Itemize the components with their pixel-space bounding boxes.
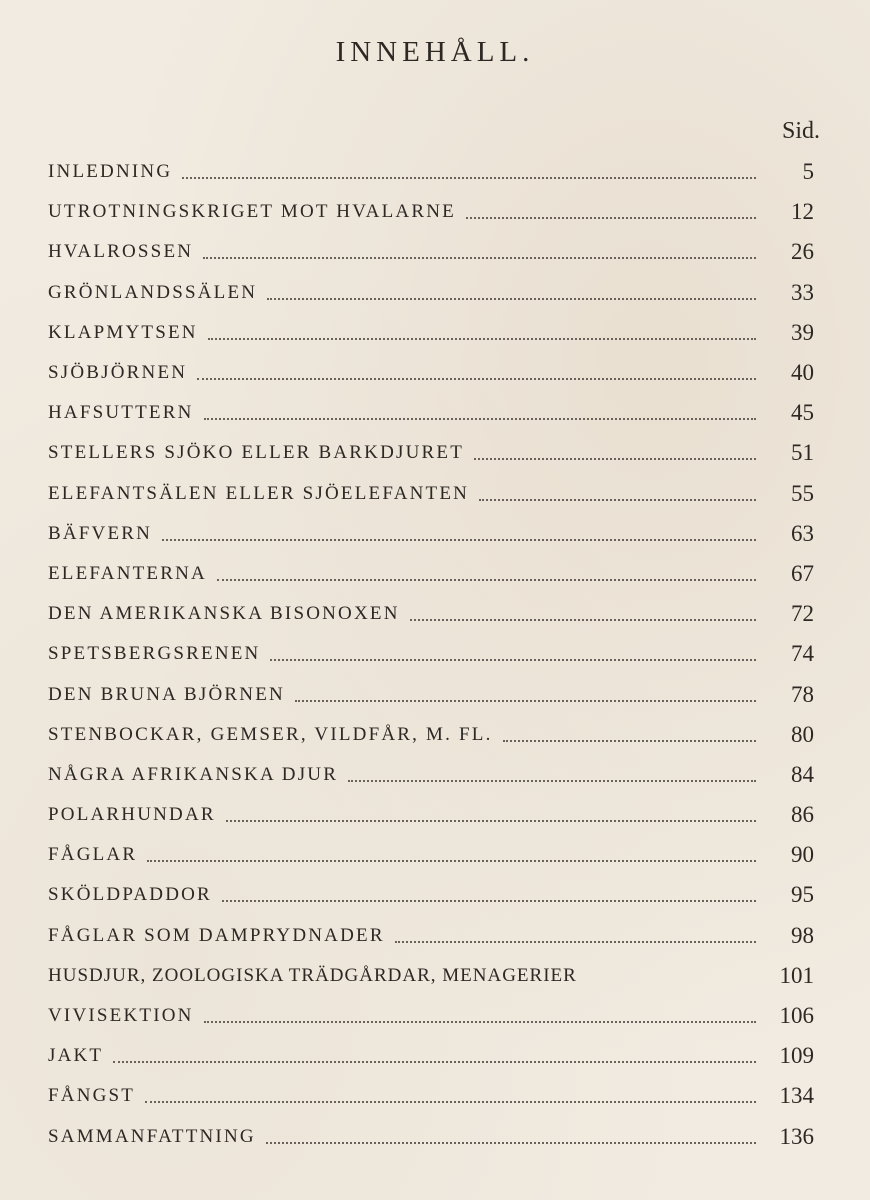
- toc-entry-title: SAMMANFATTNING: [48, 1125, 256, 1147]
- toc-entry: [48, 755, 814, 795]
- toc-entry: [48, 152, 814, 192]
- toc-entry-title: HVALROSSEN: [48, 241, 194, 263]
- toc-entry-title: ELEFANTERNA: [48, 562, 207, 584]
- toc-entry: [48, 232, 814, 272]
- toc-entry-page: 136: [779, 1123, 814, 1149]
- toc-entry: [48, 1036, 814, 1076]
- toc-entry-page: 84: [791, 761, 814, 787]
- toc-entry: [48, 956, 814, 996]
- toc-entry-page: 106: [779, 1003, 814, 1029]
- toc-entry-page: 33: [791, 279, 814, 305]
- toc-entry-title: HAFSUTTERN: [48, 402, 194, 424]
- dot-leader: [204, 418, 756, 420]
- toc-entry: [48, 1076, 814, 1116]
- dot-leader: [295, 700, 756, 702]
- toc-entry: [48, 634, 814, 674]
- dot-leader: [395, 941, 756, 943]
- dot-leader: [466, 217, 756, 219]
- dot-leader: [266, 1142, 756, 1144]
- toc-entry-page: 63: [791, 520, 814, 546]
- dot-leader: [147, 860, 756, 862]
- dot-leader: [348, 780, 756, 782]
- toc-entry-title: INLEDNING: [48, 161, 173, 183]
- toc-entry-title: SJÖBJÖRNEN: [48, 362, 188, 384]
- toc-entry-page: 45: [791, 400, 814, 426]
- toc-entry-page: 95: [791, 882, 814, 908]
- toc-entry-page: 98: [791, 922, 814, 948]
- toc-entry-title: VIVISEKTION: [48, 1005, 194, 1027]
- toc-entry-page: 90: [791, 842, 814, 868]
- dot-leader: [410, 619, 756, 621]
- toc-entry: [48, 1117, 814, 1157]
- toc-entry-title: GRÖNLANDSSÄLEN: [48, 281, 258, 303]
- page-column-label: Sid.: [781, 118, 820, 144]
- toc-entry-title: NÅGRA AFRIKANSKA DJUR: [48, 763, 339, 785]
- toc-entry-title: FÅNGST: [48, 1085, 136, 1107]
- toc-entry-title: DEN AMERIKANSKA BISONOXEN: [48, 603, 400, 625]
- toc-entry-page: 72: [791, 601, 814, 627]
- dot-leader: [203, 257, 756, 259]
- dot-leader: [479, 499, 756, 501]
- toc-entry-page: 26: [791, 239, 814, 265]
- toc-entry-page: 74: [791, 641, 814, 667]
- table-of-contents: [48, 152, 814, 1157]
- dot-leader: [226, 820, 756, 822]
- toc-entry-page: 12: [791, 199, 814, 225]
- toc-entry-page: 55: [791, 480, 814, 506]
- dot-leader: [270, 659, 756, 661]
- toc-entry-page: 40: [791, 360, 814, 386]
- dot-leader: [204, 1021, 756, 1023]
- toc-entry-title: HUSDJUR, ZOOLOGISKA TRÄDGÅRDAR, MENAGERIER: [48, 964, 577, 986]
- toc-entry: [48, 313, 814, 353]
- toc-entry-title: FÅGLAR: [48, 844, 138, 866]
- toc-entry-page: 5: [802, 159, 814, 185]
- toc-entry: [48, 433, 814, 473]
- toc-entry-title: POLARHUNDAR: [48, 804, 216, 826]
- toc-entry: [48, 273, 814, 313]
- dot-leader: [113, 1061, 756, 1063]
- toc-entry-title: DEN BRUNA BJÖRNEN: [48, 683, 285, 705]
- toc-entry-page: 67: [791, 560, 814, 586]
- toc-entry-title: FÅGLAR SOM DAMPRYDNADER: [48, 924, 385, 946]
- toc-entry: [48, 353, 814, 393]
- page-title: INNEHÅLL.: [335, 36, 535, 68]
- toc-entry-title: STENBOCKAR, GEMSER, VILDFÅR, M. FL.: [48, 723, 493, 745]
- dot-leader: [267, 298, 756, 300]
- dot-leader: [162, 539, 756, 541]
- toc-entry-page: 134: [779, 1083, 814, 1109]
- toc-entry-page: 39: [791, 319, 814, 345]
- dot-leader: [222, 900, 756, 902]
- toc-entry: [48, 996, 814, 1036]
- dot-leader: [145, 1101, 756, 1103]
- toc-entry-title: ELEFANTSÄLEN ELLER SJÖELEFANTEN: [48, 482, 470, 504]
- toc-entry-title: BÄFVERN: [48, 522, 153, 544]
- toc-entry-title: STELLERS SJÖKO ELLER BARKDJURET: [48, 442, 465, 464]
- dot-leader: [208, 338, 756, 340]
- dot-leader: [197, 378, 756, 380]
- toc-entry-page: 80: [791, 721, 814, 747]
- toc-entry: [48, 674, 814, 714]
- toc-entry: [48, 192, 814, 232]
- toc-entry-page: 109: [779, 1043, 814, 1069]
- toc-entry-title: UTROTNINGSKRIGET MOT HVALARNE: [48, 201, 456, 223]
- dot-leader: [474, 458, 756, 460]
- toc-entry-title: JAKT: [48, 1045, 104, 1067]
- toc-entry-title: KLAPMYTSEN: [48, 321, 198, 343]
- toc-entry: [48, 916, 814, 956]
- toc-entry: [48, 514, 814, 554]
- toc-entry: [48, 715, 814, 755]
- toc-entry-page: 51: [791, 440, 814, 466]
- toc-entry: [48, 795, 814, 835]
- toc-entry: [48, 875, 814, 915]
- toc-entry-page: 78: [791, 681, 814, 707]
- toc-entry: [48, 474, 814, 514]
- toc-entry: [48, 594, 814, 634]
- toc-entry-page: 101: [779, 962, 814, 988]
- dot-leader: [503, 740, 756, 742]
- toc-entry-page: 86: [791, 802, 814, 828]
- toc-entry: [48, 835, 814, 875]
- dot-leader: [182, 177, 756, 179]
- toc-entry: [48, 554, 814, 594]
- toc-entry: [48, 393, 814, 433]
- dot-leader: [217, 579, 756, 581]
- toc-entry-title: SKÖLDPADDOR: [48, 884, 212, 906]
- toc-entry-title: SPETSBERGSRENEN: [48, 643, 261, 665]
